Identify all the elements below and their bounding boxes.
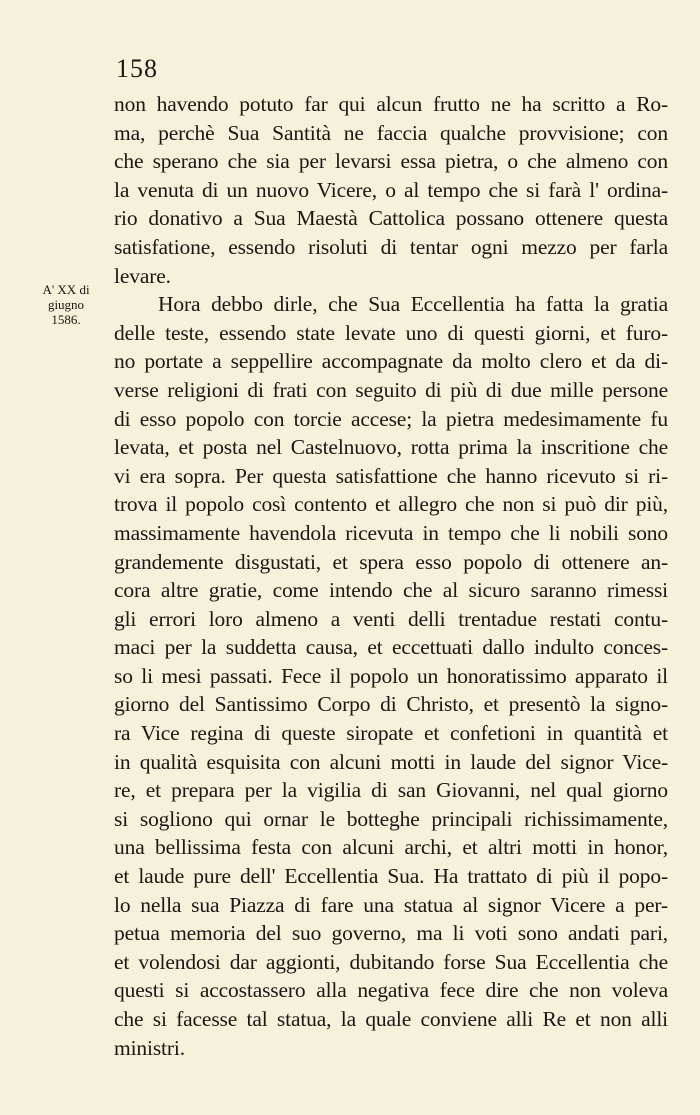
text-line: una bellissima festa con alcuni archi, et altri motti in honor, bbox=[114, 835, 668, 860]
text-line: et laude pure dell' Eccellentia Sua. Ha trattato di più il popo- bbox=[114, 864, 668, 889]
text-line: giorno del Santissimo Corpo di Christo, et presentò la signo- bbox=[114, 692, 668, 717]
margin-note-date bbox=[26, 282, 106, 327]
margin-note-line: 1586. bbox=[51, 312, 81, 327]
text-line: levata, et posta nel Castelnuovo, rotta prima la inscritione che bbox=[114, 435, 668, 460]
paragraph-2 bbox=[114, 290, 668, 1062]
text-line: petua memoria del suo governo, ma li voti sono andati pari, bbox=[114, 921, 668, 946]
text-line: so li mesi passati. Fece il popolo un honoratissimo apparato il bbox=[114, 663, 668, 688]
text-line: ma, perchè Sua Santità ne faccia qualche provvisione; con bbox=[114, 120, 668, 145]
text-line: re, et prepara per la vigilia di san Giovanni, nel qual giorno bbox=[114, 778, 668, 803]
page-number: 158 bbox=[116, 54, 158, 83]
text-line: levare. bbox=[114, 263, 171, 288]
text-line: rio donativo a Sua Maestà Cattolica possano ottenere questa bbox=[114, 206, 668, 231]
text-line: non havendo potuto far qui alcun frutto ne ha scritto a Ro- bbox=[114, 92, 668, 116]
text-line: grandemente disgustati, et spera esso popolo di ottenere an- bbox=[114, 549, 668, 574]
text-line: che si facesse tal statua, la quale conviene alli Re et non alli bbox=[114, 1007, 668, 1031]
text-line: et volendosi dar aggionti, dubitando forse Sua Eccellentia che bbox=[114, 949, 668, 974]
text-line: massimamente havendola ricevuta in tempo che li nobili sono bbox=[114, 520, 668, 545]
margin-note-line: giugno bbox=[47, 297, 85, 312]
text-line: gli errori loro almeno a venti delli trentadue restati contu- bbox=[114, 606, 668, 631]
text-line: ra Vice regina di queste siropate et confetioni in quantità et bbox=[114, 721, 668, 746]
text-line: vi era sopra. Per questa satisfattione che hanno ricevuto si ri- bbox=[114, 463, 668, 488]
paragraph-1 bbox=[114, 90, 668, 290]
text-line: in qualità esquisita con alcuni motti in laude del signor Vice- bbox=[114, 749, 668, 774]
text-line: questi si accostassero alla negativa fece dire che non voleva bbox=[114, 978, 668, 1003]
text-line: maci per la suddetta causa, et eccettuati dallo indulto conces- bbox=[114, 635, 668, 660]
text-line: che sperano che sia per levarsi essa pietra, o che almeno con bbox=[114, 149, 668, 174]
text-line: ministri. bbox=[114, 1035, 185, 1060]
text-line: cora altre gratie, come intendo che al sicuro saranno rimessi bbox=[114, 578, 668, 603]
text-line: lo nella sua Piazza di fare una statua al signor Vicere a per- bbox=[114, 892, 668, 917]
text-line: di esso popolo con torcie accese; la pietra medesimamente fu bbox=[114, 406, 668, 431]
text-line: Hora debbo dirle, che Sua Eccellentia ha fatta la gratia bbox=[158, 292, 668, 317]
text-line: si sogliono qui ornar le botteghe principali richissimamente, bbox=[114, 806, 668, 831]
text-line: delle teste, essendo state levate uno di questi giorni, et furo- bbox=[114, 320, 668, 345]
body-text bbox=[114, 90, 668, 1062]
text-line: verse religioni di frati con seguito di più di due mille persone bbox=[114, 377, 668, 402]
text-line: la venuta di un nuovo Vicere, o al tempo che si farà l' ordina- bbox=[114, 177, 668, 202]
margin-note-line: A' XX di bbox=[42, 282, 90, 297]
text-line: satisfatione, essendo risoluti di tentar ogni mezzo per farla bbox=[114, 234, 668, 259]
text-line: no portate a seppellire accompagnate da molto clero et da di- bbox=[114, 349, 668, 374]
text-line: trova il popolo così contento et allegro che non si può dir più, bbox=[114, 492, 668, 517]
